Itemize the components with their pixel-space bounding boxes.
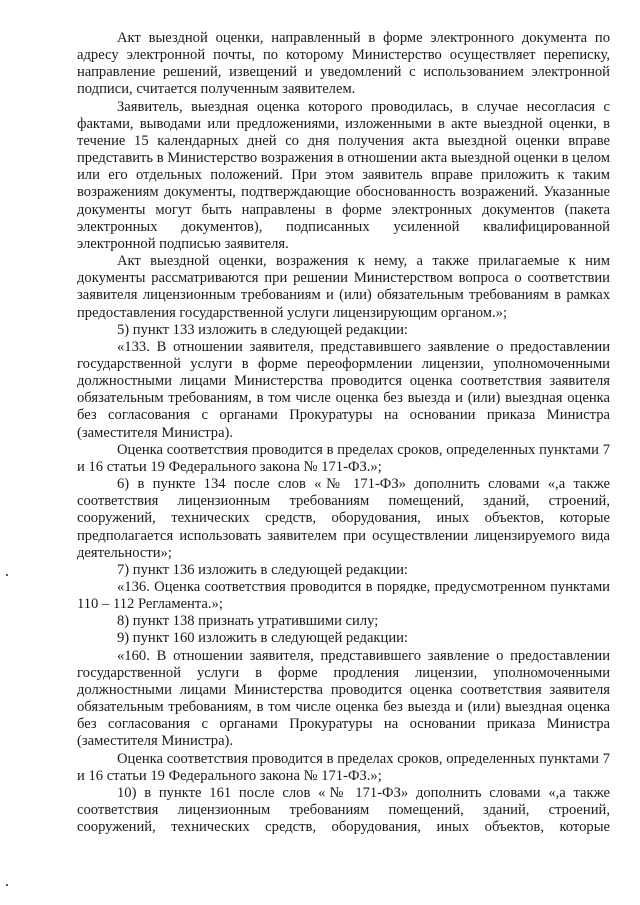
paragraph-item-6: 6) в пункте 134 после слов «№ 171-ФЗ» дополнить словами «,а также соответствия лицензионным требованиям помещений, зданий, строений, сооружений, технических средств, оборудования, иных объектов, которые предполагается использовать заявителем при осуществлении лицензируемого вида деятельности»; — [77, 476, 610, 561]
paragraph-assessment-terms-1: Оценка соответствия проводится в пределах сроков, определенных пунктами 7 и 16 статьи 19 Федерального закона № 171-ФЗ.»; — [77, 441, 610, 475]
paragraph-act-delivery: Акт выездной оценки, направленный в форме электронного документа по адресу электронной почты, по которому Министерство осуществляет переписку, направление решений, извещений и уведомлений с использованием электронной подписи, считается полученным заявителем. — [77, 30, 610, 98]
paragraph-item-5: 5) пункт 133 изложить в следующей редакции: — [117, 321, 408, 338]
paragraph-clause-136: «136. Оценка соответствия проводится в порядке, предусмотренном пунктами 110 – 112 Регламента.»; — [77, 579, 610, 613]
paragraph-item-8: 8) пункт 138 признать утратившими силу; — [117, 613, 379, 630]
paragraph-item-10: 10) в пункте 161 после слов «№ 171-ФЗ» дополнить словами «,а также соответствия лицензионным требованиям помещений, зданий, строений, сооружений, технических средств, оборудования, иных объектов, которые — [77, 784, 610, 836]
paragraph-clause-133: «133. В отношении заявителя, представившего заявление о предоставлении государственной услуги в форме переоформлении лицензии, уполномоченными должностными лицами Министерства проводится оценка соответствия заявителя обязательным требованиям, в том числе оценка без выезда и (или) выездная оценка без согласования с органами Прокуратуры на основании приказа Министра (заместителя Министра). — [77, 338, 610, 441]
paragraph-clause-160: «160. В отношении заявителя, представившего заявление о предоставлении государственной услуги в форме продления лицензии, уполномоченными должностными лицами Министерства проводится оценка соответствия заявителя обязательным требованиям, в том числе оценка без выезда и (или) выездная оценка без согласования с органами Прокуратуры на основании приказа Министра (заместителя Министра). — [77, 647, 610, 750]
paragraph-item-7: 7) пункт 136 изложить в следующей редакции: — [117, 561, 408, 578]
paragraph-item-9: 9) пункт 160 изложить в следующей редакции: — [117, 630, 408, 647]
document-body — [77, 30, 610, 836]
paragraph-act-review: Акт выездной оценки, возражения к нему, а также прилагаемые к ним документы рассматриваются при решении Министерством вопроса о соответствии заявителя лицензионным требованиям и (или) обязательным требованиям в рамках предоставления государственной услуги лицензирующим органом.»; — [77, 253, 610, 321]
paragraph-objections: Заявитель, выездная оценка которого проводилась, в случае несогласия с фактами, выводами или предложениями, изложенными в акте выездной оценки, в течение 15 календарных дней со дня получения акта выездной оценки вправе представить в Министерство возражения в отношении акта выездной оценки в целом или его отдельных положений. При этом заявитель вправе приложить к таким возражениям документы, подтверждающие обоснованность возражений. Указанные документы могут быть направлены в форме электронных документов (пакета электронных документов), подписанных усиленной квалифицированной электронной подписью заявителя. — [77, 98, 610, 252]
scan-speck — [6, 884, 8, 886]
scan-speck — [6, 574, 8, 576]
paragraph-assessment-terms-2: Оценка соответствия проводится в пределах сроков, определенных пунктами 7 и 16 статьи 19 Федерального закона № 171-ФЗ.»; — [77, 750, 610, 784]
